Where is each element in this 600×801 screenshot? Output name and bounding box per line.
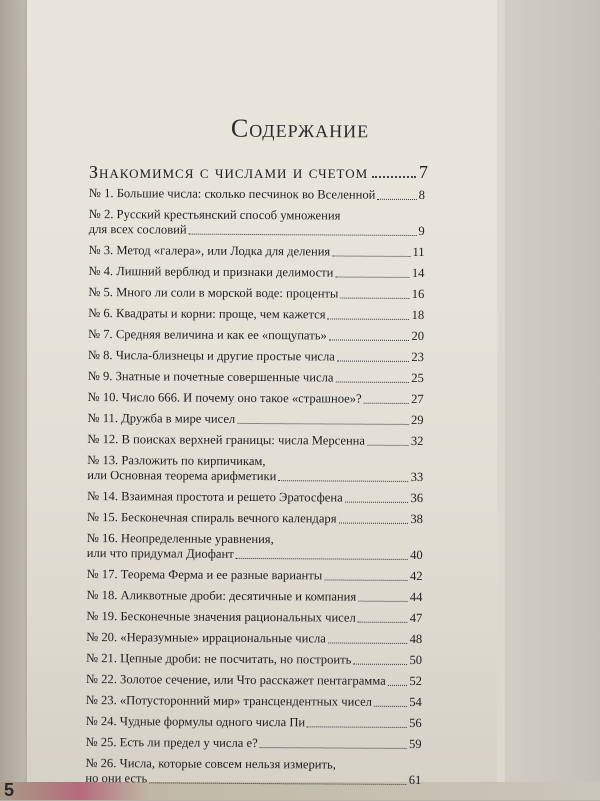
- toc-entry-title: № 25. Есть ли предел у числа е?: [85, 734, 258, 751]
- toc-entry-page: 42: [409, 568, 423, 584]
- toc-entry-title: № 17. Теорема Ферма и ее разные варианты: [86, 566, 323, 583]
- toc-entry-title: № 16. Неопределенные уравнения,: [86, 530, 274, 547]
- toc-entry-page: 9: [418, 224, 425, 239]
- toc-entry-page: 48: [409, 631, 423, 647]
- toc-entry-page: 32: [410, 433, 424, 449]
- toc-entry-title: № 18. Аликвотные дроби: десятичные и компания: [86, 587, 357, 604]
- toc-entry: [86, 735, 422, 752]
- leader-dots: [328, 318, 410, 320]
- toc-entry-title: № 19. Бесконечные значения рациональных чисел: [86, 608, 356, 625]
- toc-entry-title: № 2. Русский крестьянский способ умножения: [88, 206, 341, 223]
- toc-entry: [88, 306, 424, 323]
- toc-entry: [88, 348, 424, 365]
- toc-entry: [86, 714, 422, 731]
- toc-entry-page: 61: [408, 772, 422, 788]
- leader-dots: [236, 558, 408, 560]
- toc-entry: [87, 432, 423, 449]
- toc-entry-title: № 11. Дружба в мире чисел: [87, 410, 236, 426]
- toc-entry-title: № 12. В поисках верхней границы: числа Мерсенна: [87, 431, 366, 448]
- leader-dots: [332, 255, 410, 256]
- toc-entry-title: № 15. Бесконечная спираль вечного календаря: [86, 509, 337, 526]
- toc-entry-title: № 3. Метод «галера», или Лодка для деления: [88, 242, 331, 259]
- cover-digit: 5: [4, 780, 15, 800]
- toc-entry-title: № 4. Лишний верблюд и признаки делимости: [88, 263, 334, 280]
- leader-dots: [353, 664, 407, 665]
- leader-dots: [328, 642, 408, 643]
- leader-dots: [237, 423, 409, 425]
- toc-entry-page: 40: [410, 547, 423, 563]
- toc-entry: [86, 672, 422, 689]
- toc-entry-title: № 13. Разложить по кирпичикам,: [87, 452, 266, 469]
- toc-entry-title: № 26. Числа, которые совсем нельзя измерить,: [85, 755, 337, 772]
- toc-entry-page: 38: [410, 511, 424, 527]
- toc-entry: [85, 771, 421, 788]
- toc-entry-title: № 20. «Неразумные» иррациональные числа: [86, 629, 326, 646]
- toc-entry-title: № 10. Число 666. И почему оно такое «страшное»?: [87, 389, 362, 406]
- section-heading: [89, 162, 429, 183]
- toc-entry-page: 29: [410, 412, 424, 428]
- leader-dots: [307, 726, 407, 728]
- toc-entry-page: 59: [408, 736, 422, 752]
- toc-entry: [87, 468, 423, 485]
- toc-entry-title: № 21. Цепные дроби: не посчитать, но построить: [86, 650, 352, 667]
- leader-dots: [377, 199, 416, 200]
- toc-entry: [89, 222, 425, 239]
- toc-entry-page: 52: [409, 673, 423, 689]
- leader-dots: [358, 601, 408, 602]
- toc-entry: [87, 567, 423, 584]
- toc-entry-page: 8: [418, 188, 425, 203]
- toc-entry: [88, 369, 424, 386]
- leader-dots: [358, 622, 408, 623]
- toc-entry: [88, 327, 424, 344]
- toc-entry-title: № 5. Много ли соли в морской воде: проценты: [88, 284, 339, 301]
- toc-entry-page: 50: [409, 652, 423, 668]
- section-label: Знакомимся с числами и счетом: [89, 162, 369, 182]
- toc-entry: [87, 489, 423, 506]
- toc-entry-title-cont: но они есть: [85, 770, 148, 786]
- toc-entry: [86, 609, 422, 626]
- leader-dots: [149, 782, 407, 785]
- toc-entry: [86, 651, 422, 668]
- toc-entry-title: № 1. Большие числа: сколько песчинок во Вселенной: [88, 186, 376, 202]
- toc-entry-title: № 8. Числа-близнецы и другие простые числа: [87, 347, 335, 364]
- section-page: 7: [419, 162, 429, 182]
- toc-entry-page: 14: [411, 265, 425, 281]
- page-title: Содержание: [230, 113, 370, 144]
- toc-entry-page: 33: [410, 469, 424, 485]
- toc-entry-title: № 9. Знатные и почетные совершенные числа: [87, 368, 334, 385]
- toc-entry-title: № 6. Квадраты и корни: проще, чем кажется: [88, 305, 326, 322]
- table-of-contents: [85, 186, 425, 794]
- toc-entry-page: 27: [411, 391, 424, 407]
- leader-dots: [367, 445, 409, 446]
- toc-entry-page: 18: [411, 307, 425, 323]
- toc-entry-page: 16: [411, 286, 425, 302]
- leader-dots: [335, 277, 409, 278]
- toc-entry-title: № 23. «Потусторонний мир» трансцендентных чисел: [85, 692, 373, 709]
- toc-entry-title-cont: или Основная теорема арифметики: [87, 467, 277, 484]
- toc-entry-page: 11: [412, 244, 425, 260]
- toc-entry: [86, 693, 422, 710]
- toc-entry: [86, 588, 422, 605]
- leader-dots: [364, 403, 409, 404]
- toc-entry-page: 54: [409, 694, 422, 710]
- toc-entry-page: 20: [411, 328, 425, 344]
- toc-entry-page: 44: [409, 589, 423, 605]
- toc-entry: [86, 630, 422, 647]
- leader-dots: [329, 339, 410, 340]
- toc-entry-title-cont: для всех сословий: [88, 221, 187, 237]
- leader-dots: [337, 361, 409, 362]
- toc-entry: [89, 243, 425, 260]
- leader-dots: [335, 382, 409, 383]
- toc-entry-page: 56: [409, 715, 422, 731]
- toc-entry: [88, 390, 424, 407]
- leader-dots: [324, 579, 408, 581]
- toc-entry-page: 36: [410, 490, 424, 506]
- toc-entry-title: № 14. Взаимная простота и решето Эратосфена: [87, 488, 343, 505]
- leader-dots: [339, 523, 409, 524]
- leader-dots: [278, 480, 408, 482]
- toc-entry-title: № 7. Средняя величина и как ее «пощупать»: [88, 326, 327, 343]
- leader-dots: [189, 234, 417, 236]
- toc-entry: [87, 546, 423, 563]
- leader-dots: [372, 176, 416, 178]
- leader-dots: [260, 747, 407, 749]
- toc-entry: [87, 510, 423, 527]
- toc-entry: [88, 411, 424, 428]
- toc-entry: [89, 186, 425, 203]
- toc-entry-page: 25: [411, 370, 424, 386]
- toc-entry-page: 23: [411, 349, 425, 365]
- leader-dots: [345, 502, 409, 503]
- toc-entry: [88, 285, 424, 302]
- toc-entry-title-cont: или что придумал Диофант: [86, 545, 234, 561]
- leader-dots: [388, 685, 408, 686]
- toc-entry-title: № 22. Золотое сечение, или Что расскажет пентаграмма: [85, 671, 386, 688]
- toc-entry-page: 47: [409, 610, 423, 626]
- leader-dots: [340, 298, 409, 299]
- toc-entry: [88, 264, 424, 281]
- toc-entry-title: № 24. Чудные формулы одного числа Пи: [85, 713, 306, 730]
- leader-dots: [374, 706, 407, 707]
